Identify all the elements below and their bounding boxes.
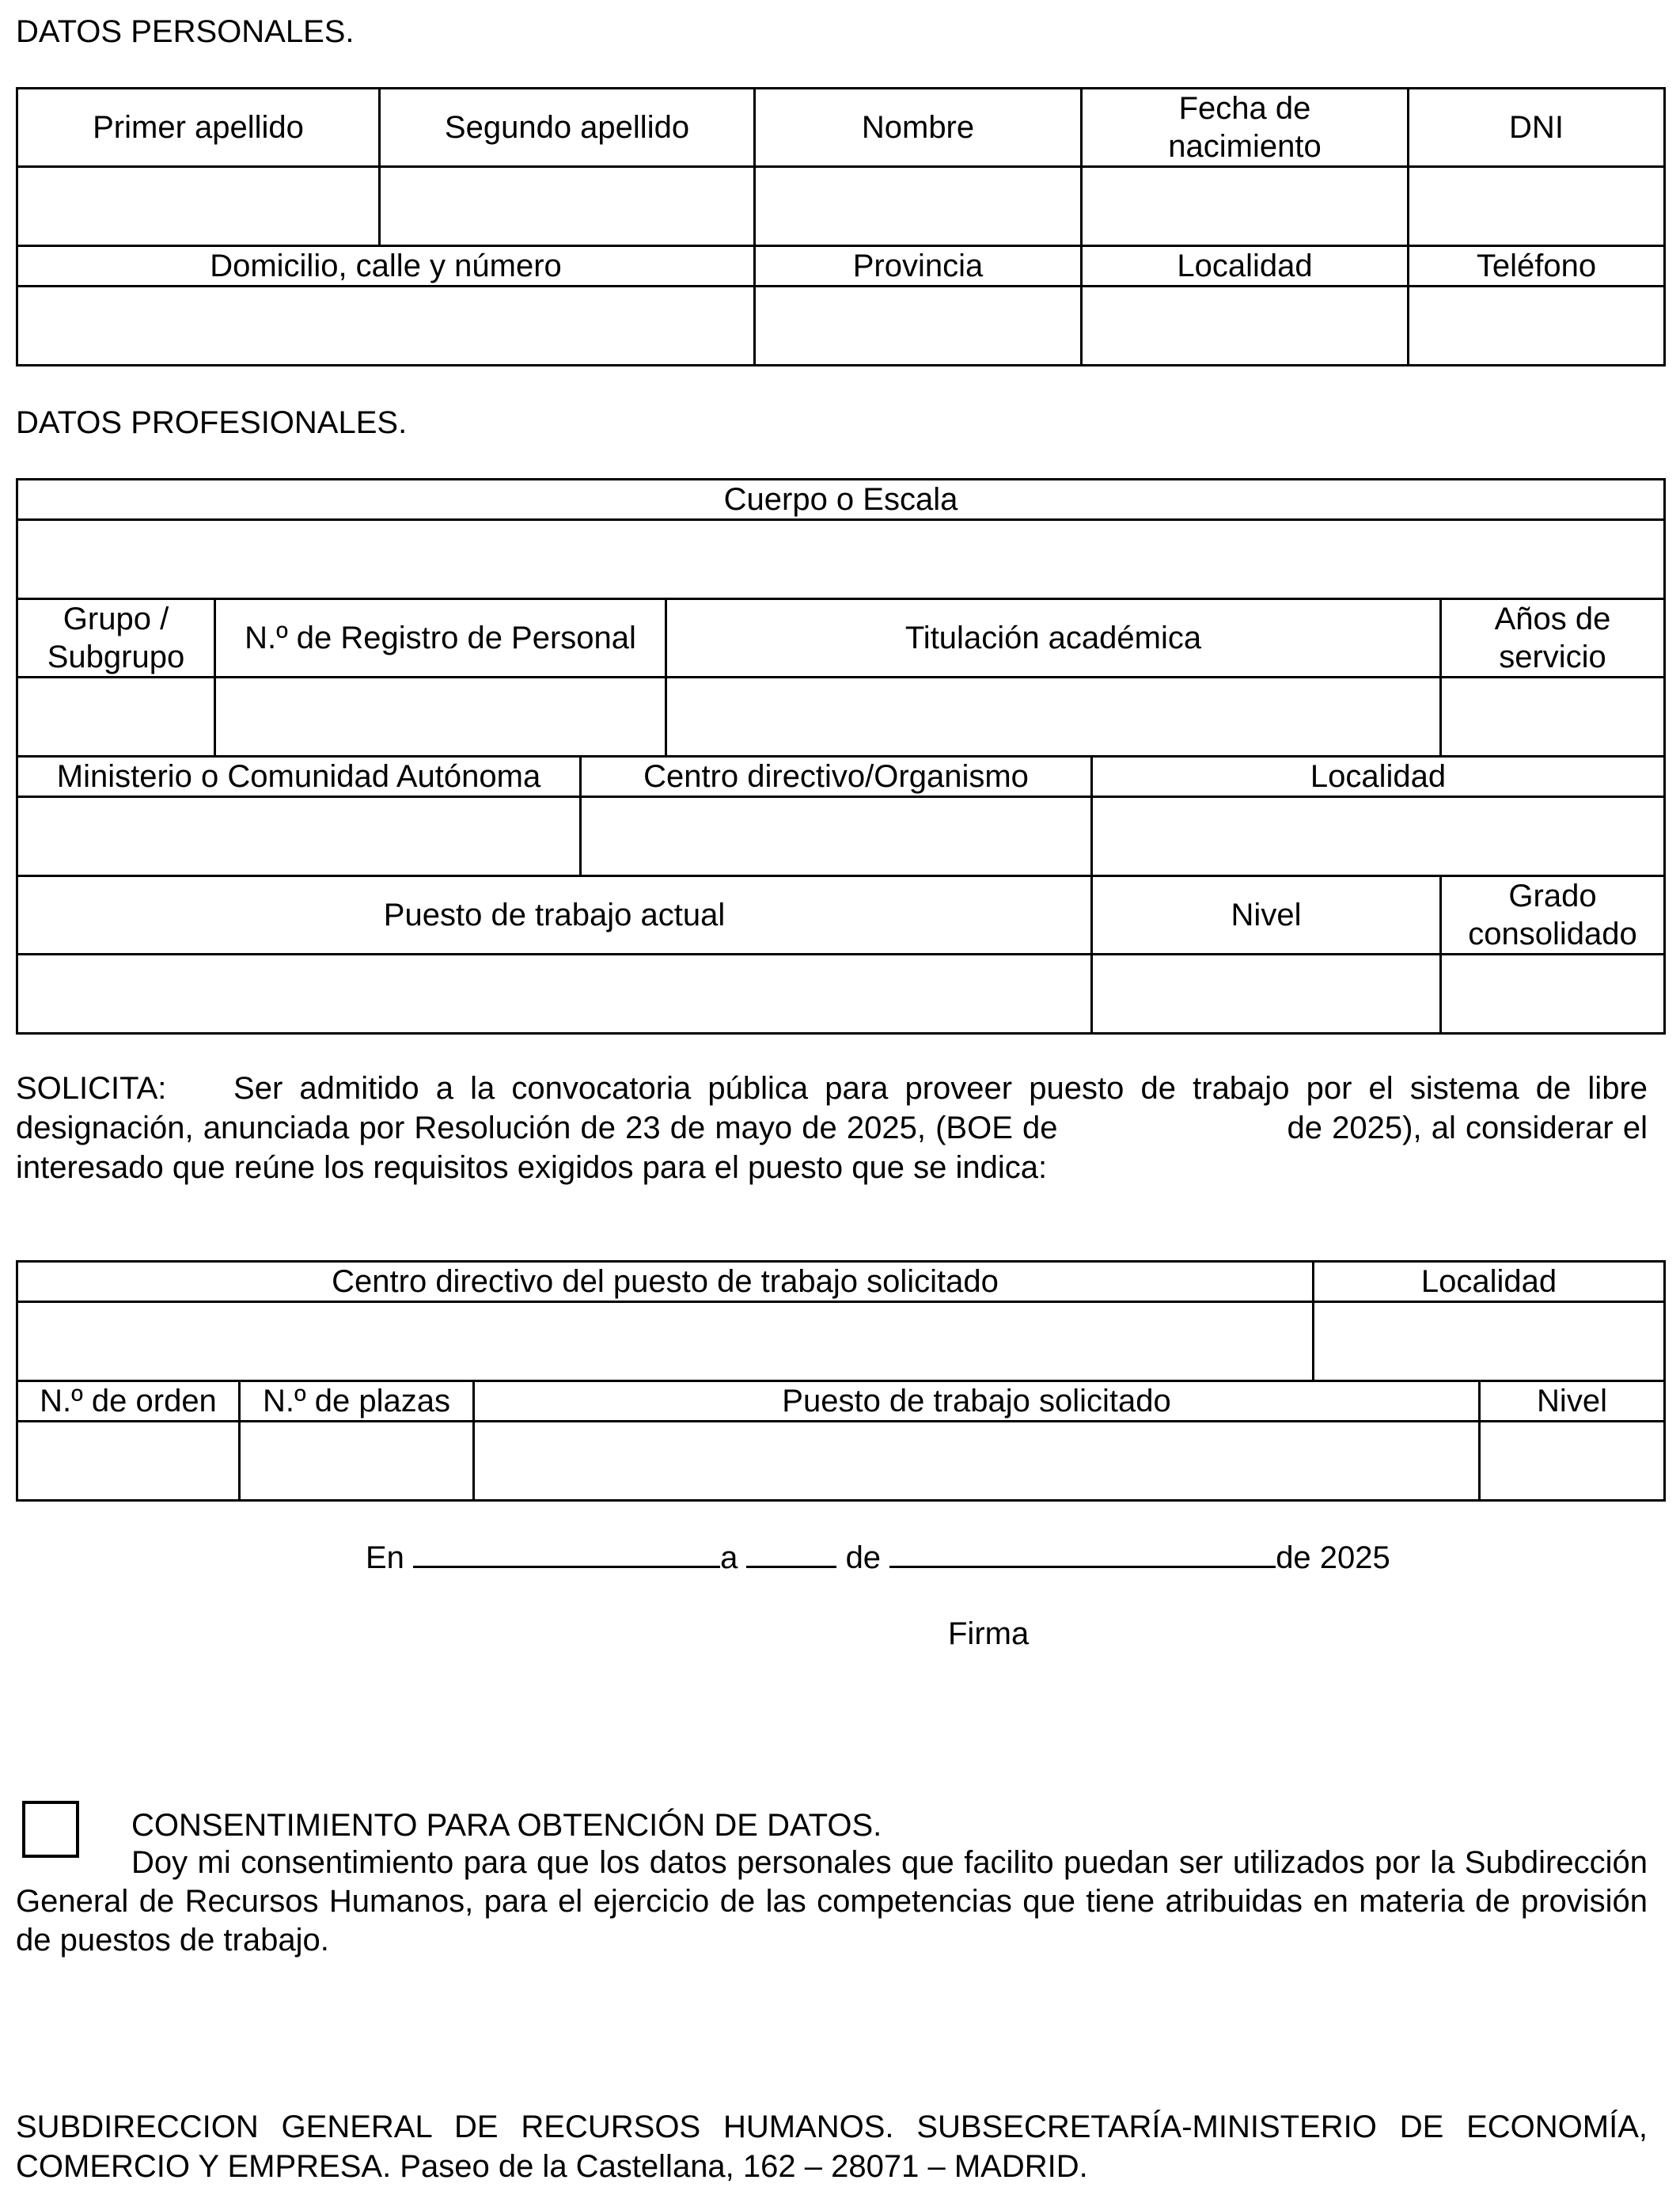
label-year: de 2025	[1276, 1540, 1390, 1575]
header-localidad: Localidad	[1082, 246, 1409, 287]
header-numero-plazas: N.º de plazas	[240, 1381, 474, 1422]
header-registro-personal: N.º de Registro de Personal	[215, 599, 666, 678]
header-telefono: Teléfono	[1409, 246, 1665, 287]
personal-data-table	[16, 87, 1666, 366]
field-segundo-apellido[interactable]	[380, 167, 755, 246]
header-provincia: Provincia	[755, 246, 1082, 287]
field-localidad-solicitada[interactable]	[1314, 1302, 1665, 1381]
field-anos-servicio[interactable]	[1441, 678, 1665, 757]
field-localidad[interactable]	[1082, 287, 1409, 366]
field-domicilio[interactable]	[17, 287, 755, 366]
header-grupo-subgrupo: Grupo / Subgrupo	[17, 599, 215, 678]
solicita-text: Ser admitido a la convocatoria pública para proveer puesto de trabajo por el sistema de libre designación, anunciada por Resolución de 23 de mayo de 2025, (BOE de	[16, 1071, 1648, 1145]
field-mes[interactable]	[889, 1539, 1276, 1568]
solicita-label: SOLICITA:	[16, 1071, 167, 1106]
header-centro-directivo: Centro directivo/Organismo	[581, 757, 1092, 797]
consent-title: CONSENTIMIENTO PARA OBTENCIÓN DE DATOS.	[131, 1808, 882, 1843]
field-lugar[interactable]	[413, 1539, 720, 1568]
header-puesto-actual: Puesto de trabajo actual	[17, 876, 1092, 955]
field-ministerio[interactable]	[17, 797, 581, 876]
field-grado-consolidado[interactable]	[1441, 955, 1665, 1034]
field-puesto-solicitado[interactable]	[474, 1422, 1480, 1501]
field-telefono[interactable]	[1409, 287, 1665, 366]
firma-label: Firma	[948, 1616, 1030, 1651]
header-anos-servicio: Años de servicio	[1441, 599, 1665, 678]
label-en: En	[366, 1540, 404, 1575]
field-centro-directivo[interactable]	[581, 797, 1092, 876]
field-titulacion[interactable]	[666, 678, 1441, 757]
professional-data-table	[16, 478, 1666, 1035]
header-numero-orden: N.º de orden	[17, 1381, 240, 1422]
field-registro-personal[interactable]	[215, 678, 666, 757]
field-nombre[interactable]	[755, 167, 1082, 246]
professional-section-title: DATOS PROFESIONALES.	[16, 405, 408, 440]
field-dia[interactable]	[746, 1539, 836, 1568]
requested-position-table	[16, 1260, 1666, 1502]
personal-section-title: DATOS PERSONALES.	[16, 14, 355, 49]
header-localidad-solicitada: Localidad	[1314, 1262, 1665, 1302]
header-dni: DNI	[1409, 89, 1665, 167]
label-de: de	[845, 1540, 882, 1575]
header-nivel-solicitado: Nivel	[1480, 1381, 1665, 1422]
field-cuerpo-escala[interactable]	[17, 520, 1665, 599]
field-grupo-subgrupo[interactable]	[17, 678, 215, 757]
field-fecha-nacimiento[interactable]	[1082, 167, 1409, 246]
field-centro-solicitado[interactable]	[17, 1302, 1314, 1381]
field-nivel-solicitado[interactable]	[1480, 1422, 1665, 1501]
field-nivel[interactable]	[1092, 955, 1441, 1034]
footer-address: SUBDIRECCION GENERAL DE RECURSOS HUMANOS. SUBSECRETARÍA-MINISTERIO DE ECONOMÍA, COMERCIO Y EMPRESA. Paseo de la Castellana, 162 – 28071 – MADRID.	[16, 2110, 1648, 2184]
header-puesto-solicitado: Puesto de trabajo solicitado	[474, 1381, 1480, 1422]
header-segundo-apellido: Segundo apellido	[380, 89, 755, 167]
header-domicilio: Domicilio, calle y número	[17, 246, 755, 287]
field-dni[interactable]	[1409, 167, 1665, 246]
label-a: a	[720, 1540, 738, 1575]
header-centro-solicitado: Centro directivo del puesto de trabajo solicitado	[17, 1262, 1314, 1302]
field-provincia[interactable]	[755, 287, 1082, 366]
field-puesto-actual[interactable]	[17, 955, 1092, 1034]
field-numero-orden[interactable]	[17, 1422, 240, 1501]
consent-text: Doy mi consentimiento para que los datos personales que facilito puedan ser utilizados por la Subdirección General de Recursos Humanos, para el ejercicio de las competencias que tiene atribuidas en materia de provisión de puestos de trabajo.	[16, 1845, 1648, 1958]
header-titulacion: Titulación académica	[666, 599, 1441, 678]
solicita-paragraph	[16, 1069, 1648, 1187]
header-fecha-nacimiento: Fecha de nacimiento	[1082, 89, 1409, 167]
solicita-text-continued: de 2025), al considerar el interesado que reúne los requisitos exigidos para el puesto que se indica:	[16, 1111, 1648, 1185]
header-cuerpo-escala: Cuerpo o Escala	[17, 480, 1665, 520]
header-ministerio: Ministerio o Comunidad Autónoma	[17, 757, 581, 797]
header-localidad-prof: Localidad	[1092, 757, 1665, 797]
field-localidad-prof[interactable]	[1092, 797, 1665, 876]
field-numero-plazas[interactable]	[240, 1422, 474, 1501]
signature-date-line	[366, 1539, 1390, 1577]
header-grado-consolidado: Grado consolidado	[1441, 876, 1665, 955]
header-nivel: Nivel	[1092, 876, 1441, 955]
header-primer-apellido: Primer apellido	[17, 89, 380, 167]
header-nombre: Nombre	[755, 89, 1082, 167]
field-primer-apellido[interactable]	[17, 167, 380, 246]
